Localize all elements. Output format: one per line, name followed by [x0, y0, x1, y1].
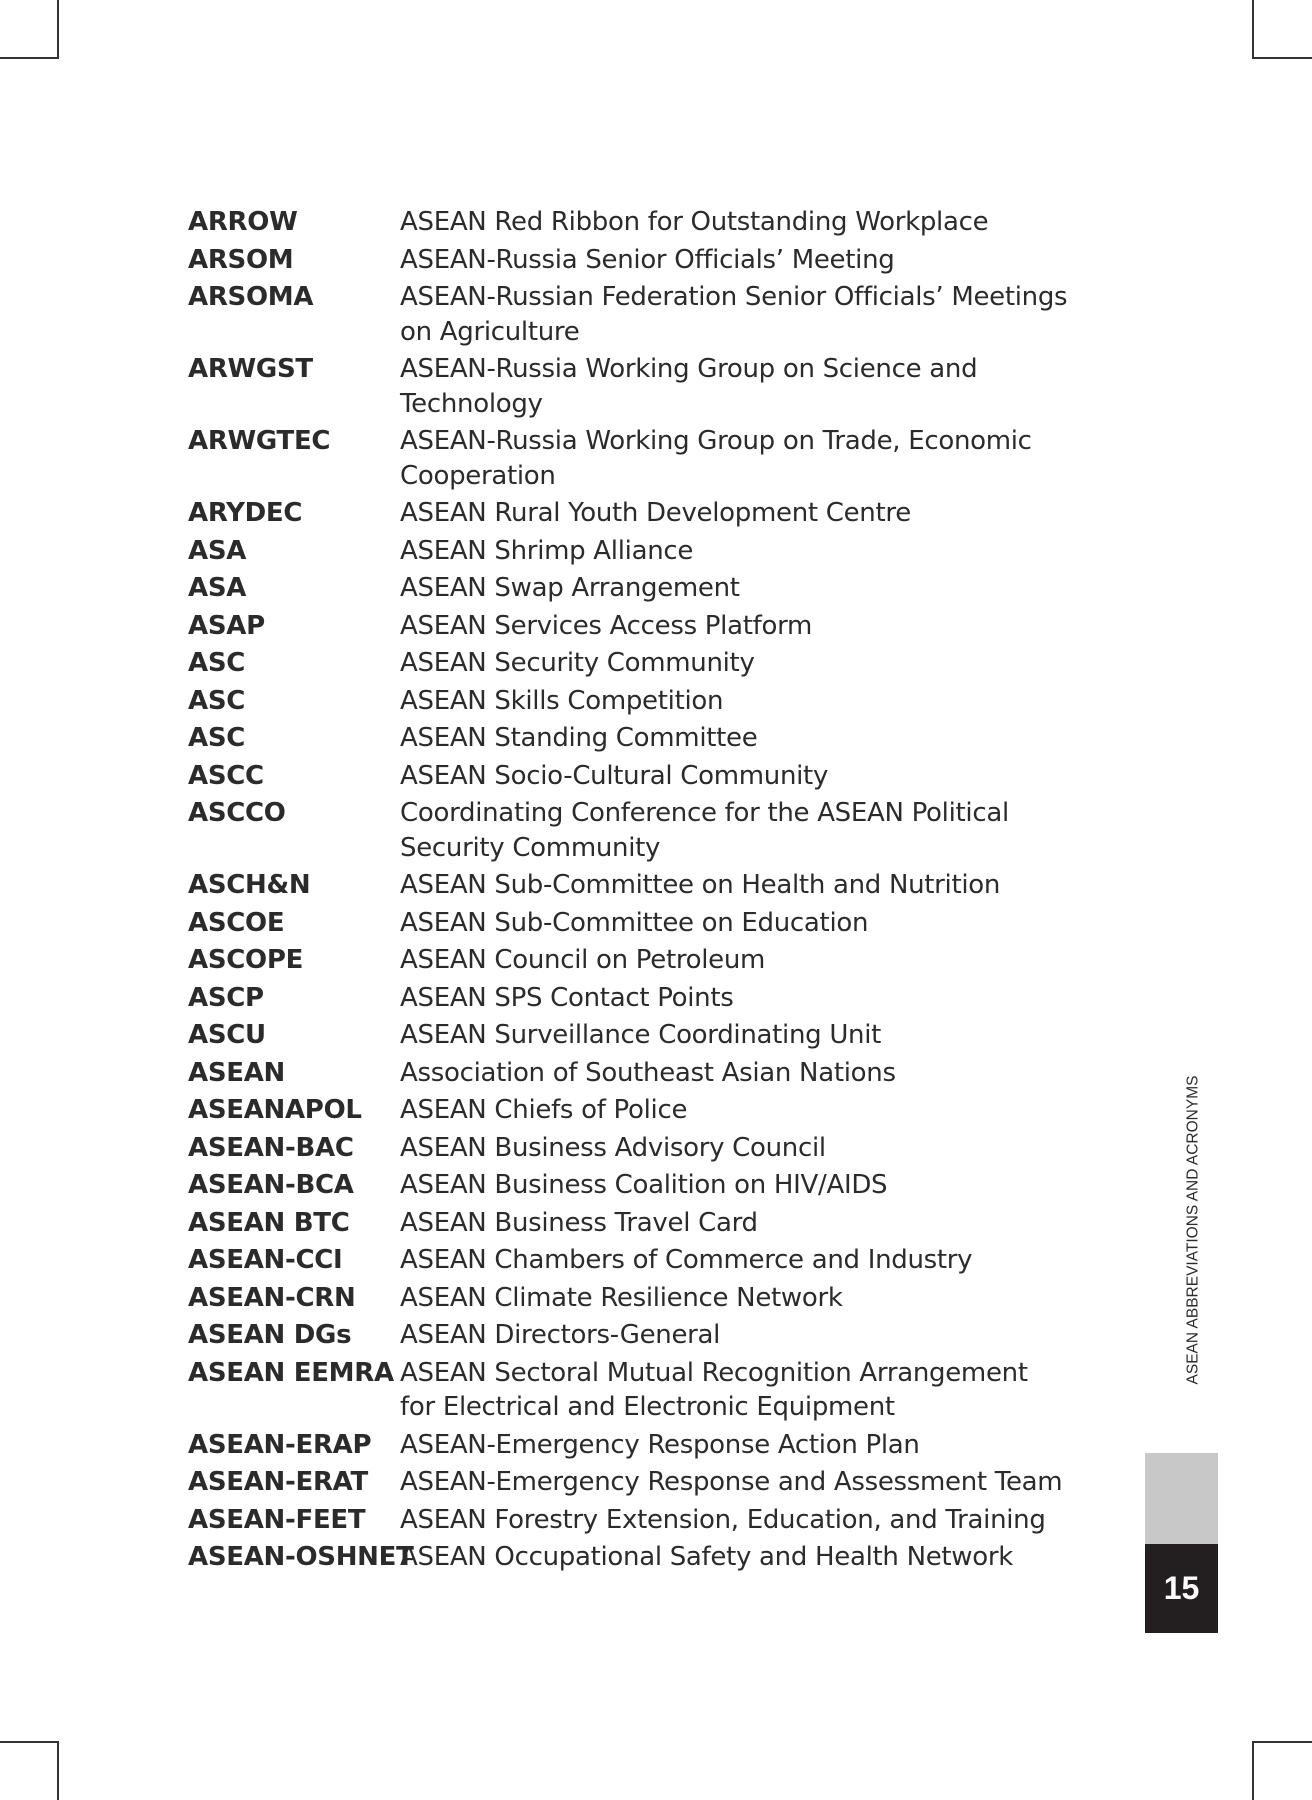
- list-item: [188, 721, 1068, 756]
- crop-mark-top-right-v: [1252, 0, 1254, 59]
- definition: ASEAN-Russian Federation Senior Officials’ Meetings on Agriculture: [400, 282, 1068, 347]
- definition: Coordinating Conference for the ASEAN Political Security Community: [400, 798, 1009, 863]
- abbreviation: ARYDEC: [188, 498, 303, 528]
- crop-mark-bottom-left-h: [0, 1741, 59, 1743]
- crop-mark-top-left-v: [57, 0, 59, 59]
- abbreviation: ASEAN DGs: [188, 1320, 352, 1350]
- definition: ASEAN Directors-General: [400, 1320, 721, 1350]
- section-side-label: [1181, 1060, 1205, 1400]
- abbreviation: ASEAN-BCA: [188, 1170, 354, 1200]
- list-item: [188, 352, 1068, 421]
- abbreviation: ASEAN-CCI: [188, 1245, 343, 1275]
- abbreviation: ARROW: [188, 207, 298, 237]
- abbreviation: ASCP: [188, 982, 264, 1013]
- list-item: [188, 424, 1068, 493]
- abbreviation: ASEANAPOL: [188, 1095, 362, 1125]
- list-item: [188, 1281, 1068, 1316]
- abbreviation: ASEAN EEMRA: [188, 1357, 394, 1388]
- crop-mark-bottom-left-v: [57, 1741, 59, 1800]
- thumb-tab: [1145, 1453, 1218, 1544]
- list-item: [188, 1356, 1068, 1425]
- list-item: [188, 684, 1068, 719]
- list-item: [188, 534, 1068, 569]
- list-item: [188, 796, 1068, 865]
- abbreviation-list: [188, 205, 1068, 1578]
- abbreviation: ASEAN-ERAT: [188, 1467, 368, 1497]
- definition: ASEAN-Russia Working Group on Science and Technology: [400, 354, 978, 419]
- list-item: [188, 609, 1068, 644]
- definition: ASEAN Services Access Platform: [400, 610, 813, 641]
- definition: ASEAN Surveillance Coordinating Unit: [400, 1020, 882, 1050]
- abbreviation: ASEAN: [188, 1057, 285, 1088]
- list-item: [188, 496, 1068, 531]
- abbreviation: ASCC: [188, 760, 264, 791]
- abbreviation: ARWGST: [188, 354, 313, 384]
- abbreviation: ASCCO: [188, 798, 286, 828]
- list-item: [188, 981, 1068, 1016]
- abbreviation: ASEAN-OSHNET: [188, 1542, 414, 1572]
- abbreviation: ASEAN-FEET: [188, 1504, 366, 1535]
- list-item: [188, 1056, 1068, 1091]
- page-number-tab: [1145, 1544, 1218, 1633]
- definition: ASEAN Sub-Committee on Health and Nutrition: [400, 870, 1001, 900]
- list-item: [188, 1168, 1068, 1203]
- definition: ASEAN Occupational Safety and Health Network: [400, 1542, 1014, 1572]
- abbreviation: ASEAN-CRN: [188, 1282, 356, 1313]
- definition: ASEAN-Emergency Response and Assessment Team: [400, 1467, 1063, 1497]
- crop-mark-top-right-h: [1252, 57, 1312, 59]
- abbreviation: ASCH&N: [188, 870, 311, 900]
- definition: ASEAN Sub-Committee on Education: [400, 907, 869, 938]
- list-item: [188, 1093, 1068, 1128]
- definition: ASEAN Chiefs of Police: [400, 1095, 688, 1125]
- definition: ASEAN Council on Petroleum: [400, 945, 766, 975]
- list-item: [188, 943, 1068, 978]
- abbreviation: ASC: [188, 723, 246, 753]
- definition: ASEAN-Russia Senior Officials’ Meeting: [400, 244, 895, 275]
- list-item: [188, 1503, 1068, 1538]
- abbreviation: ASAP: [188, 610, 265, 641]
- definition: ASEAN Business Travel Card: [400, 1207, 758, 1238]
- list-item: [188, 205, 1068, 240]
- definition: ASEAN-Emergency Response Action Plan: [400, 1429, 920, 1460]
- abbreviation: ASEAN BTC: [188, 1207, 350, 1238]
- definition: ASEAN Standing Committee: [400, 723, 758, 753]
- crop-mark-bottom-right-h: [1252, 1741, 1312, 1743]
- definition: ASEAN-Russia Working Group on Trade, Economic Cooperation: [400, 426, 1032, 491]
- definition: ASEAN Forestry Extension, Education, and Training: [400, 1504, 1046, 1535]
- abbreviation: ASC: [188, 648, 246, 678]
- definition: ASEAN Chambers of Commerce and Industry: [400, 1245, 973, 1275]
- definition: ASEAN Sectoral Mutual Recognition Arrangement for Electrical and Electronic Equipment: [400, 1357, 1028, 1422]
- definition: ASEAN Socio-Cultural Community: [400, 760, 829, 791]
- definition: ASEAN Red Ribbon for Outstanding Workplace: [400, 207, 989, 237]
- abbreviation: ASA: [188, 535, 247, 566]
- list-item: [188, 1206, 1068, 1241]
- abbreviation: ASEAN-ERAP: [188, 1429, 372, 1460]
- list-item: [188, 868, 1068, 903]
- list-item: [188, 1540, 1068, 1575]
- abbreviation: ASA: [188, 573, 247, 603]
- abbreviation: ARWGTEC: [188, 426, 331, 456]
- list-item: [188, 571, 1068, 606]
- definition: ASEAN Business Coalition on HIV/AIDS: [400, 1170, 888, 1200]
- list-item: [188, 1018, 1068, 1053]
- abbreviation: ASC: [188, 685, 246, 716]
- definition: Association of Southeast Asian Nations: [400, 1057, 896, 1088]
- section-side-label-text: ASEAN ABBREVIATIONS AND ACRONYMS: [1184, 1075, 1201, 1385]
- list-item: [188, 759, 1068, 794]
- list-item: [188, 1131, 1068, 1166]
- list-item: [188, 280, 1068, 349]
- definition: ASEAN Rural Youth Development Centre: [400, 498, 911, 528]
- abbreviation: ARSOM: [188, 244, 294, 275]
- list-item: [188, 1428, 1068, 1463]
- list-item: [188, 1243, 1068, 1278]
- list-item: [188, 1318, 1068, 1353]
- definition: ASEAN Security Community: [400, 648, 755, 678]
- abbreviation: ASEAN-BAC: [188, 1132, 354, 1163]
- definition: ASEAN Climate Resilience Network: [400, 1282, 843, 1313]
- list-item: [188, 646, 1068, 681]
- abbreviation: ASCOPE: [188, 945, 304, 975]
- definition: ASEAN Swap Arrangement: [400, 573, 740, 603]
- definition: ASEAN SPS Contact Points: [400, 982, 734, 1013]
- definition: ASEAN Business Advisory Council: [400, 1132, 826, 1163]
- abbreviation: ARSOMA: [188, 282, 314, 312]
- list-item: [188, 243, 1068, 278]
- abbreviation: ASCU: [188, 1020, 266, 1050]
- list-item: [188, 1465, 1068, 1500]
- definition: ASEAN Skills Competition: [400, 685, 724, 716]
- list-item: [188, 906, 1068, 941]
- abbreviation: ASCOE: [188, 907, 285, 938]
- crop-mark-top-left-h: [0, 57, 59, 59]
- page-number: 15: [1163, 1570, 1200, 1606]
- crop-mark-bottom-right-v: [1252, 1741, 1254, 1800]
- definition: ASEAN Shrimp Alliance: [400, 535, 694, 566]
